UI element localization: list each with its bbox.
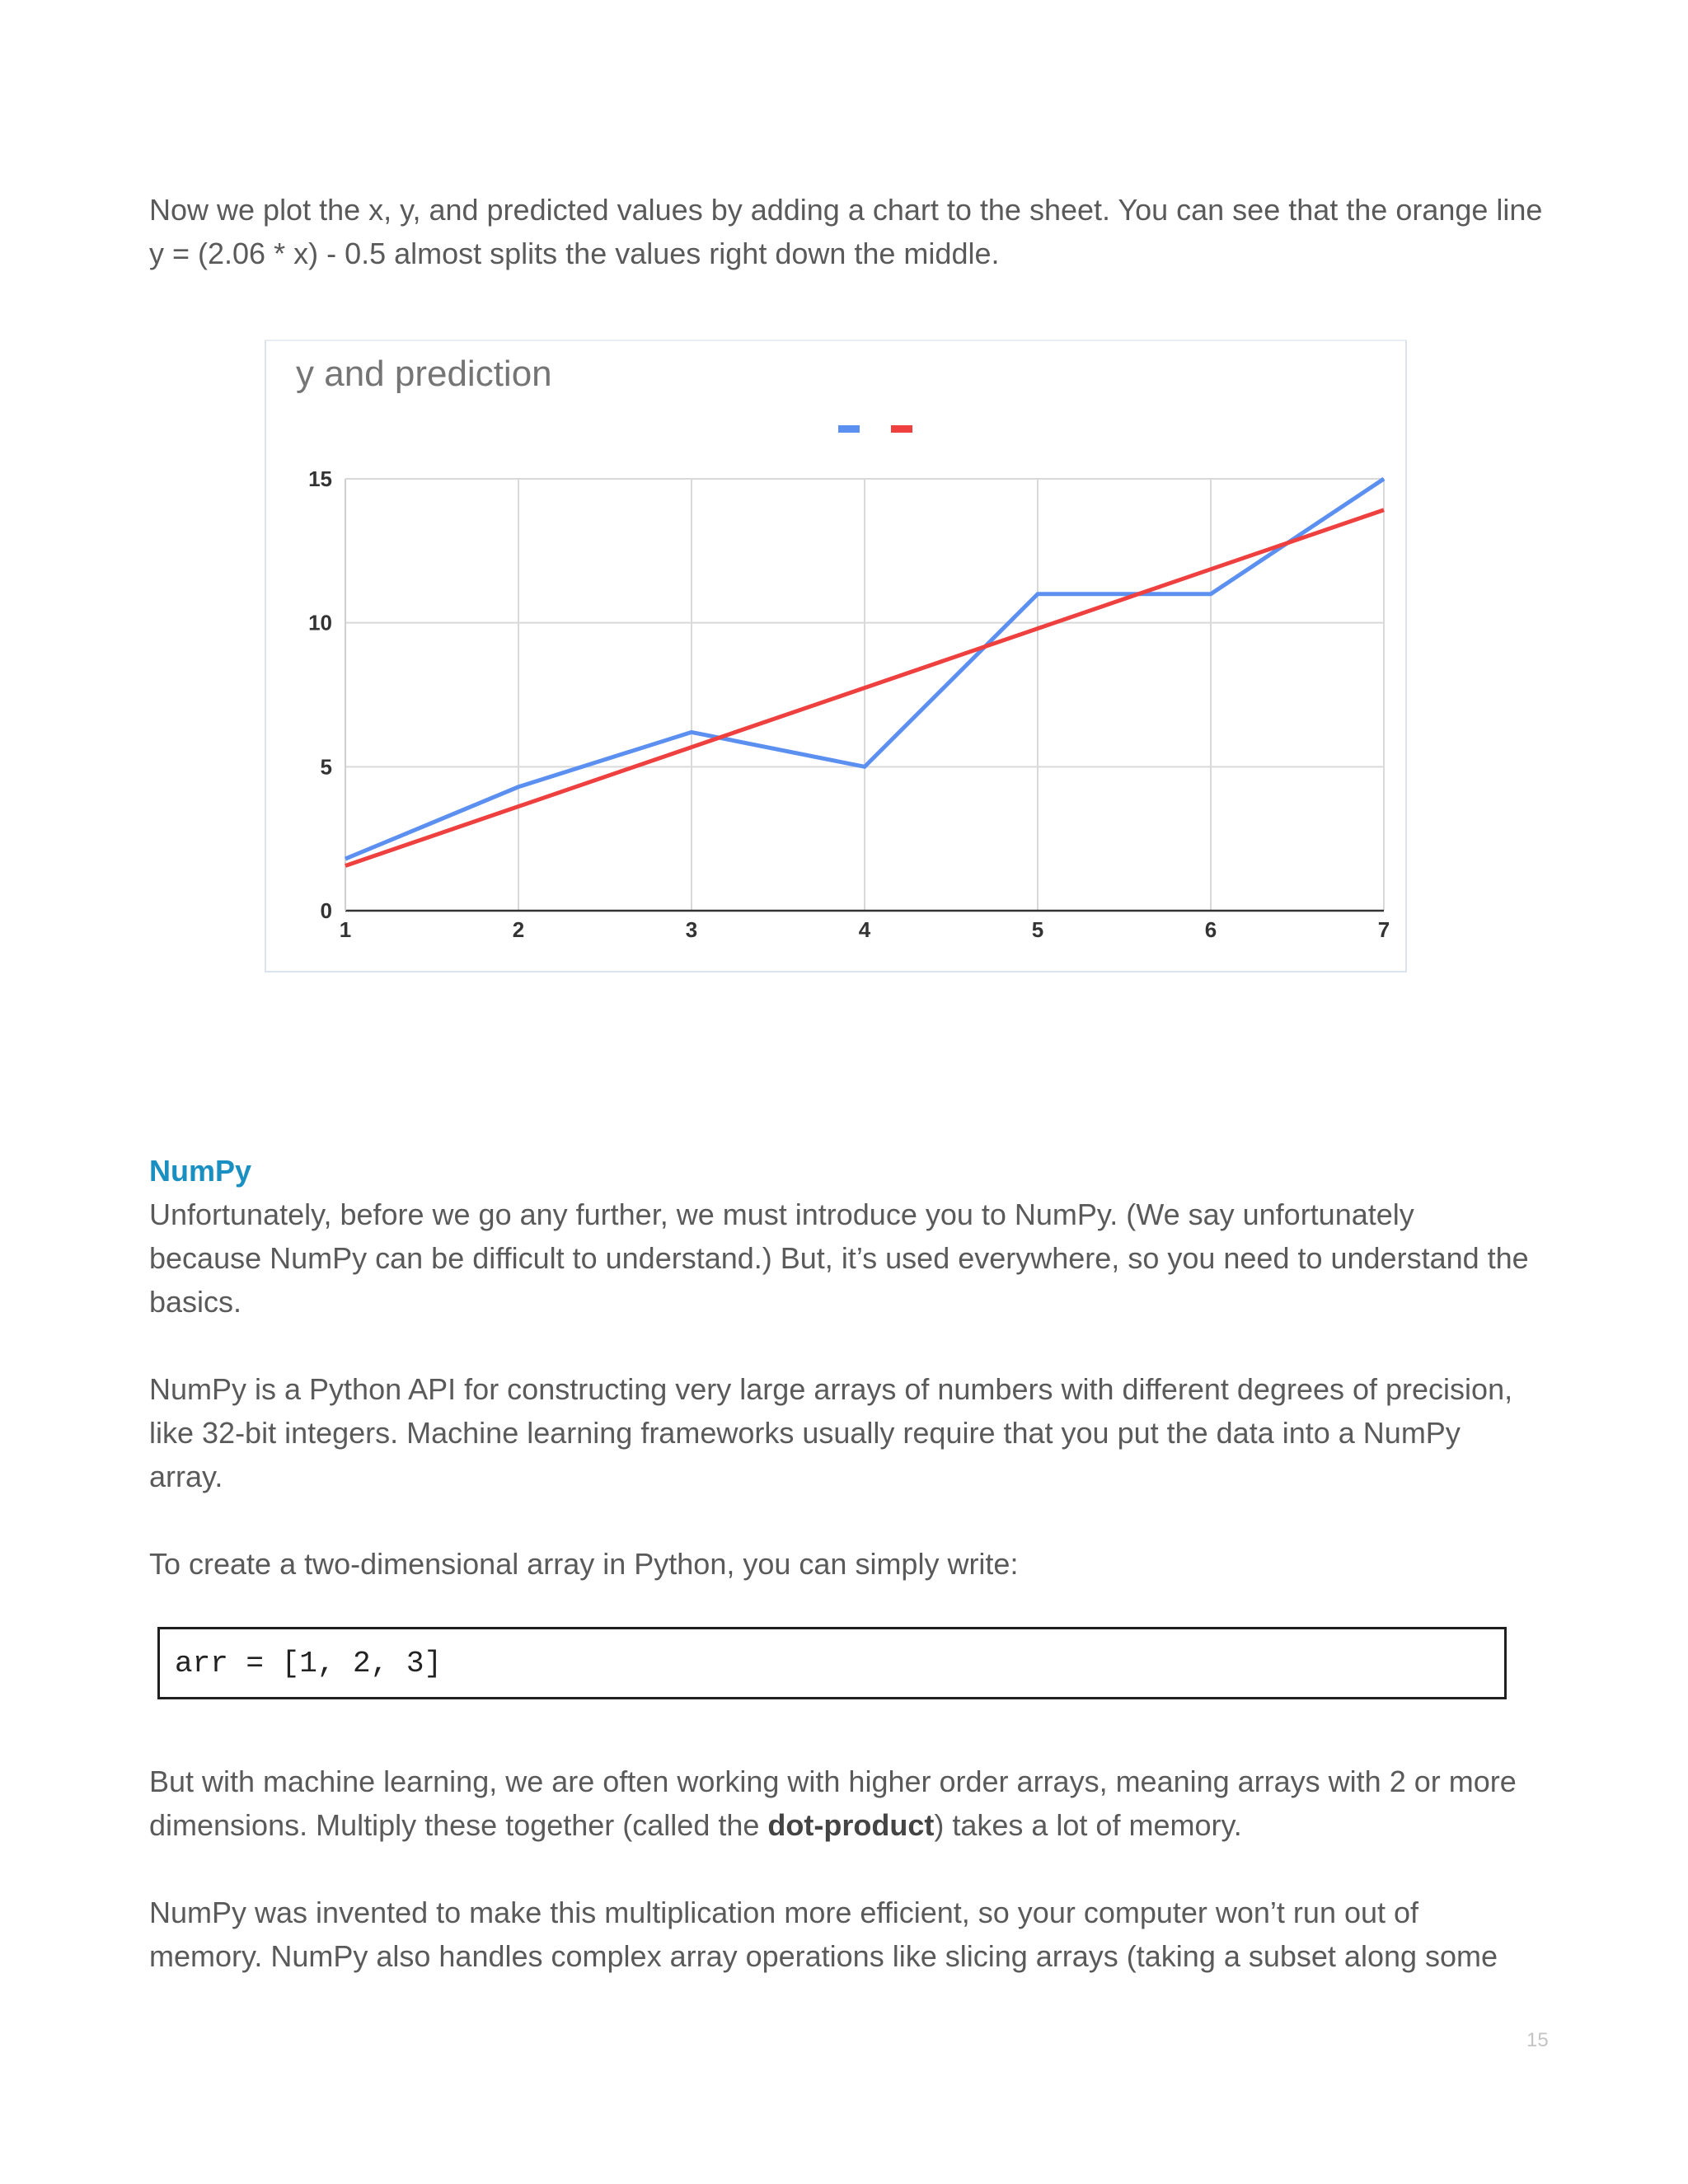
numpy-p4-line-2 — [149, 1803, 1550, 1847]
intro-line-1: Now we plot the x, y, and predicted values by adding a chart to the sheet. You can see that the orange line — [149, 193, 1543, 227]
chart-title: y and prediction — [296, 354, 552, 394]
numpy-p3: To create a two-dimensional array in Python, you can simply write: — [149, 1547, 1019, 1581]
numpy-p4-line-1: But with machine learning, we are often working with higher order arrays, meaning arrays with 2 or more — [149, 1765, 1517, 1798]
x-tick-label-3: 3 — [685, 917, 698, 942]
intro-line-2: y = (2.06 * x) - 0.5 almost splits the values right down the middle. — [149, 237, 1000, 270]
numpy-p2-line-3: array. — [149, 1460, 223, 1493]
chart-canvas — [266, 341, 1405, 971]
numpy-p1-line-2: because NumPy can be difficult to understand.) But, it’s used everywhere, so you need to understand the — [149, 1241, 1529, 1275]
code-text: arr = [1, 2, 3] — [175, 1647, 443, 1680]
numpy-p2-line-2: like 32-bit integers. Machine learning frameworks usually require that you put the data into a NumPy — [149, 1416, 1461, 1450]
x-tick-label-2: 2 — [512, 917, 525, 942]
y-tick-label-15: 15 — [308, 466, 332, 491]
chart-ticks — [308, 466, 1390, 942]
x-tick-label-6: 6 — [1204, 917, 1217, 942]
numpy-p2-line-1: NumPy is a Python API for constructing very large arrays of numbers with different degrees of precision, — [149, 1372, 1513, 1406]
numpy-p5-line-1: NumPy was invented to make this multiplication more efficient, so your computer won’t run out of — [149, 1896, 1419, 1929]
page-number: 15 — [1526, 2029, 1549, 2051]
y-tick-label-0: 0 — [320, 898, 332, 923]
numpy-p4-line-2-post: ) takes a lot of memory. — [934, 1808, 1242, 1842]
x-tick-label-7: 7 — [1377, 917, 1390, 942]
numpy-p5-line-2: memory. NumPy also handles complex array operations like slicing arrays (taking a subset along some — [149, 1939, 1498, 1973]
legend-swatch-y — [838, 425, 860, 433]
x-tick-label-5: 5 — [1031, 917, 1044, 942]
chart-grid — [345, 479, 1384, 911]
y-tick-label-5: 5 — [320, 754, 332, 780]
numpy-p4-line-2-pre: dimensions. Multiply these together (called the — [149, 1808, 768, 1842]
dot-product-term: dot-product — [767, 1808, 935, 1842]
numpy-p1-line-1: Unfortunately, before we go any further, we must introduce you to NumPy. (We say unfortunately — [149, 1197, 1414, 1231]
numpy-p1-line-3: basics. — [149, 1285, 242, 1319]
line-chart — [265, 340, 1407, 972]
x-tick-label-1: 1 — [339, 917, 352, 942]
y-tick-label-10: 10 — [308, 610, 332, 635]
legend-swatch-prediction — [891, 425, 912, 433]
x-tick-label-4: 4 — [858, 917, 871, 942]
code-block — [157, 1627, 1507, 1699]
chart-legend — [838, 425, 912, 433]
section-heading-numpy: NumPy — [149, 1154, 252, 1188]
